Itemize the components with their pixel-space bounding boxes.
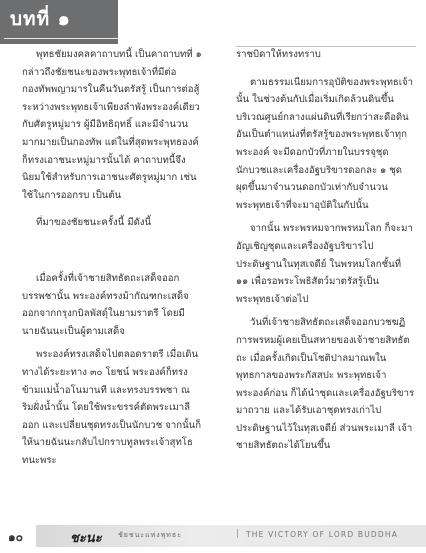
chapter-header xyxy=(0,0,118,44)
left-column xyxy=(22,46,202,469)
chapter-title: บทที่ ๑ xyxy=(10,8,71,30)
right-column xyxy=(236,46,416,455)
footer-thai-title: ชัยชนะแห่งพุทธะ xyxy=(118,531,182,539)
paragraph: ราชบิดาให้ทรงทราบ xyxy=(236,49,321,60)
paragraph: จากนั้น พระพรหมจากพรหมโลก ก็จะมาอัญเชิญชุดและเครื่องอัฐบริขารไปประดิษฐานในทุสเจดีย์ ในพรหมโลกชั้นที่ ๑๑ เพื่อรอพระโพธิสัตว์มาตรัสรู้เป็นพระพุทธเจ้าต่อไป xyxy=(236,223,413,305)
footer-logo: ชะนะ xyxy=(70,531,102,546)
paragraph: วันที่เจ้าชายสิทธัตถะเสด็จออกบวชฆฏิการพรหมผู้เคยเป็นสหายของเจ้าชายสิทธัตถะ เมื่อครั้งเกิดเป็นโชติปาลมาณพในพุทธกาลของพระกัสสปะ พระพุทธเจ้าพระองค์ก่อน ก็ได้นำชุดและเครื่องอัฐบริขารมาถวาย และได้รับเอาชุดทรงเก่าไปประดิษฐานไว้ในทุสเจดีย์ ส่วนพระเมาลี เจ้าชายสิทธัตถะได้โยนขึ้น xyxy=(236,317,415,452)
paragraph: เมื่อครั้งที่เจ้าชายสิทธัตถะเสด็จออกบรรพชานั้น พระองค์ทรงม้ากัณฑกะเสด็จออกจากกรุงกบิลพัสดุ์ในยามราตรี โดยมีนายฉันนะเป็นผู้ตามเสด็จ xyxy=(22,272,189,337)
footer-separator: | xyxy=(236,529,240,539)
paragraph: พระองค์ทรงเสด็จไปตลอดราตรี เมื่อเดินทางได้ระยะทาง ๓๐ โยชน์ พระองค์ก็ทรงข้ามแม่น้ำอโนมานที และทรงบรรพชา ณ ริมฝั่งน้ำนั้น โดยใช้พระขรรค์ตัดพระเมาลีออก และเปลี่ยนชุดทรงเป็นนักบวช จากนั้นก็ให้นายฉันนะกลับไปกราบทูลพระเจ้าสุทโธทนะพระ xyxy=(22,349,202,466)
paragraph: ที่มาของชัยชนะครั้งนี้ มีดังนี้ xyxy=(36,217,152,229)
footer-english-title: THE VICTORY OF LORD BUDDHA xyxy=(246,530,399,539)
page-footer xyxy=(0,520,426,553)
paragraph: ตามธรรมเนียมการอุบัติของพระพุทธเจ้านั้น ในช่วงต้นกัปเมื่อเริ่มเกิดล้วนดินขึ้น บริเวณศูนย์กลางแผ่นดินที่เรียกว่าสะดือดิน อันเป็นตำแหน่งที่ตรัสรู้ของพระพุทธเจ้าทุกพระองค์ จะมีดอกบัวที่ภายในบรรจุชุดนักบวชและเครื่องอัฐบริขารดอกละ ๑ ชุด ผุดขึ้นมาจำนวนดอกบัวเท่ากับจำนวนพระพุทธเจ้าที่จะมาอุบัติในกัปนั้น xyxy=(236,76,414,211)
paragraph: พุทธชัยมงคลคาถาบทนี้ เป็นคาถาบทที่ ๑ กล่าวถึงชัยชนะของพระพุทธเจ้าที่มีต่อกองทัพพญามารในคืนวันตรัสรู้ เป็นการต่อสู้ระหว่างพระพุทธเจ้าเพียงลำพังพระองค์เดียวกับศัตรูหมู่มาร ผู้มีอิทธิฤทธิ์ และมีจำนวนมากมายเป็นกองทัพ แต่ในที่สุดพระพุทธองค์ก็ทรงเอาชนะหมู่มารนั้นได้ คาถาบทนี้จึงนิยมใช้สำหรับการเอาชนะศัตรูหมู่มาก เช่นใช้ในการออกรบ เป็นต้น xyxy=(22,49,202,201)
page-number: ๑๐ xyxy=(8,530,23,544)
